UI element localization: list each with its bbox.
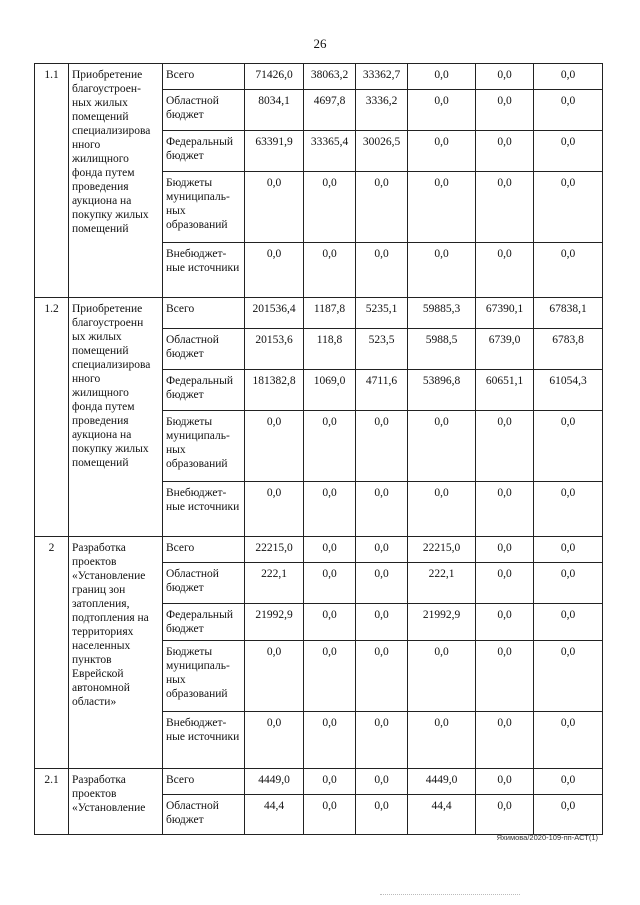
amount-cell: 67390,1 <box>476 298 534 329</box>
amount-cell: 0,0 <box>408 90 476 131</box>
amount-cell: 71426,0 <box>245 64 304 90</box>
amount-cell: 22215,0 <box>245 537 304 563</box>
amount-cell: 0,0 <box>476 712 534 769</box>
amount-cell: 0,0 <box>304 411 356 482</box>
amount-cell: 0,0 <box>534 712 603 769</box>
funding-source: Федеральный бюджет <box>163 604 245 641</box>
amount-cell: 44,4 <box>245 795 304 835</box>
amount-cell: 4711,6 <box>356 370 408 411</box>
section-description: Разработка проектов «Установление <box>69 769 163 835</box>
funding-source: Бюджеты муниципаль-ных образований <box>163 172 245 243</box>
funding-source: Всего <box>163 537 245 563</box>
amount-cell: 1069,0 <box>304 370 356 411</box>
funding-source: Всего <box>163 64 245 90</box>
amount-cell: 0,0 <box>476 604 534 641</box>
amount-cell: 0,0 <box>534 604 603 641</box>
amount-cell: 0,0 <box>534 795 603 835</box>
table-row <box>35 769 603 795</box>
table-row <box>35 64 603 90</box>
amount-cell: 0,0 <box>476 172 534 243</box>
amount-cell: 0,0 <box>476 537 534 563</box>
amount-cell: 0,0 <box>476 90 534 131</box>
amount-cell: 0,0 <box>304 604 356 641</box>
amount-cell: 20153,6 <box>245 329 304 370</box>
section-number: 2.1 <box>35 769 69 835</box>
amount-cell: 0,0 <box>245 172 304 243</box>
amount-cell: 0,0 <box>245 712 304 769</box>
table-row <box>35 298 603 329</box>
amount-cell: 6783,8 <box>534 329 603 370</box>
funding-source: Областной бюджет <box>163 563 245 604</box>
amount-cell: 0,0 <box>476 131 534 172</box>
amount-cell: 0,0 <box>534 537 603 563</box>
amount-cell: 59885,3 <box>408 298 476 329</box>
funding-source: Внебюджет-ные источники <box>163 482 245 537</box>
amount-cell: 30026,5 <box>356 131 408 172</box>
amount-cell: 0,0 <box>356 604 408 641</box>
amount-cell: 0,0 <box>534 563 603 604</box>
amount-cell: 0,0 <box>304 563 356 604</box>
footer-reference: Яхимова/2020-109-пп-АСТ(1) <box>496 833 598 842</box>
amount-cell: 0,0 <box>476 795 534 835</box>
funding-source: Всего <box>163 769 245 795</box>
amount-cell: 53896,8 <box>408 370 476 411</box>
amount-cell: 5235,1 <box>356 298 408 329</box>
amount-cell: 0,0 <box>356 482 408 537</box>
amount-cell: 0,0 <box>408 712 476 769</box>
amount-cell: 38063,2 <box>304 64 356 90</box>
amount-cell: 0,0 <box>356 563 408 604</box>
amount-cell: 4449,0 <box>245 769 304 795</box>
budget-table <box>34 63 603 835</box>
amount-cell: 0,0 <box>356 795 408 835</box>
amount-cell: 22215,0 <box>408 537 476 563</box>
amount-cell: 61054,3 <box>534 370 603 411</box>
amount-cell: 0,0 <box>356 537 408 563</box>
section-number: 1.2 <box>35 298 69 537</box>
amount-cell: 8034,1 <box>245 90 304 131</box>
amount-cell: 3336,2 <box>356 90 408 131</box>
amount-cell: 0,0 <box>304 641 356 712</box>
amount-cell: 523,5 <box>356 329 408 370</box>
section-description: Приобретение благоустроен-ных жилых помещений специализирова нного жилищного фонда путем проведения аукциона на покупку жилых помещений <box>69 64 163 298</box>
amount-cell: 0,0 <box>476 563 534 604</box>
amount-cell: 0,0 <box>534 172 603 243</box>
amount-cell: 0,0 <box>304 243 356 298</box>
amount-cell: 0,0 <box>476 769 534 795</box>
amount-cell: 181382,8 <box>245 370 304 411</box>
amount-cell: 0,0 <box>356 641 408 712</box>
amount-cell: 0,0 <box>356 172 408 243</box>
amount-cell: 4449,0 <box>408 769 476 795</box>
funding-source: Бюджеты муниципаль-ных образований <box>163 641 245 712</box>
amount-cell: 0,0 <box>476 411 534 482</box>
amount-cell: 0,0 <box>534 769 603 795</box>
amount-cell: 0,0 <box>534 64 603 90</box>
amount-cell: 0,0 <box>476 64 534 90</box>
amount-cell: 0,0 <box>408 172 476 243</box>
funding-source: Внебюджет-ные источники <box>163 712 245 769</box>
amount-cell: 0,0 <box>534 243 603 298</box>
amount-cell: 21992,9 <box>245 604 304 641</box>
amount-cell: 0,0 <box>304 482 356 537</box>
amount-cell: 44,4 <box>408 795 476 835</box>
amount-cell: 0,0 <box>534 411 603 482</box>
amount-cell: 0,0 <box>476 482 534 537</box>
amount-cell: 0,0 <box>408 411 476 482</box>
amount-cell: 67838,1 <box>534 298 603 329</box>
amount-cell: 118,8 <box>304 329 356 370</box>
funding-source: Всего <box>163 298 245 329</box>
amount-cell: 0,0 <box>408 482 476 537</box>
amount-cell: 33365,4 <box>304 131 356 172</box>
amount-cell: 0,0 <box>304 172 356 243</box>
amount-cell: 33362,7 <box>356 64 408 90</box>
amount-cell: 0,0 <box>534 90 603 131</box>
funding-source: Бюджеты муниципаль-ных образований <box>163 411 245 482</box>
amount-cell: 0,0 <box>408 243 476 298</box>
section-number: 1.1 <box>35 64 69 298</box>
table-row <box>35 537 603 563</box>
amount-cell: 0,0 <box>408 641 476 712</box>
amount-cell: 0,0 <box>245 411 304 482</box>
amount-cell: 0,0 <box>304 537 356 563</box>
amount-cell: 0,0 <box>245 641 304 712</box>
amount-cell: 1187,8 <box>304 298 356 329</box>
funding-source: Федеральный бюджет <box>163 370 245 411</box>
amount-cell: 0,0 <box>534 131 603 172</box>
section-number: 2 <box>35 537 69 769</box>
amount-cell: 0,0 <box>304 712 356 769</box>
amount-cell: 0,0 <box>534 482 603 537</box>
amount-cell: 0,0 <box>304 795 356 835</box>
amount-cell: 0,0 <box>245 243 304 298</box>
amount-cell: 0,0 <box>356 712 408 769</box>
amount-cell: 0,0 <box>356 243 408 298</box>
section-description: Приобретение благоустроенн ых жилых помещений специализирова нного жилищного фонда путем проведения аукциона на покупку жилых помещений <box>69 298 163 537</box>
section-description: Разработка проектов «Установление границ зон затопления, подтопления на территориях населенных пунктов Еврейской автономной области» <box>69 537 163 769</box>
amount-cell: 5988,5 <box>408 329 476 370</box>
amount-cell: 63391,9 <box>245 131 304 172</box>
funding-source: Областной бюджет <box>163 90 245 131</box>
amount-cell: 0,0 <box>304 769 356 795</box>
amount-cell: 0,0 <box>476 641 534 712</box>
amount-cell: 0,0 <box>534 641 603 712</box>
amount-cell: 21992,9 <box>408 604 476 641</box>
scan-edge-line <box>380 894 520 895</box>
amount-cell: 0,0 <box>356 411 408 482</box>
amount-cell: 6739,0 <box>476 329 534 370</box>
amount-cell: 0,0 <box>408 64 476 90</box>
amount-cell: 0,0 <box>476 243 534 298</box>
page-number: 26 <box>313 36 327 51</box>
amount-cell: 222,1 <box>245 563 304 604</box>
amount-cell: 60651,1 <box>476 370 534 411</box>
amount-cell: 222,1 <box>408 563 476 604</box>
amount-cell: 4697,8 <box>304 90 356 131</box>
amount-cell: 0,0 <box>408 131 476 172</box>
funding-source: Внебюджет-ные источники <box>163 243 245 298</box>
funding-source: Областной бюджет <box>163 795 245 835</box>
amount-cell: 0,0 <box>356 769 408 795</box>
amount-cell: 0,0 <box>245 482 304 537</box>
funding-source: Федеральный бюджет <box>163 131 245 172</box>
funding-source: Областной бюджет <box>163 329 245 370</box>
amount-cell: 201536,4 <box>245 298 304 329</box>
